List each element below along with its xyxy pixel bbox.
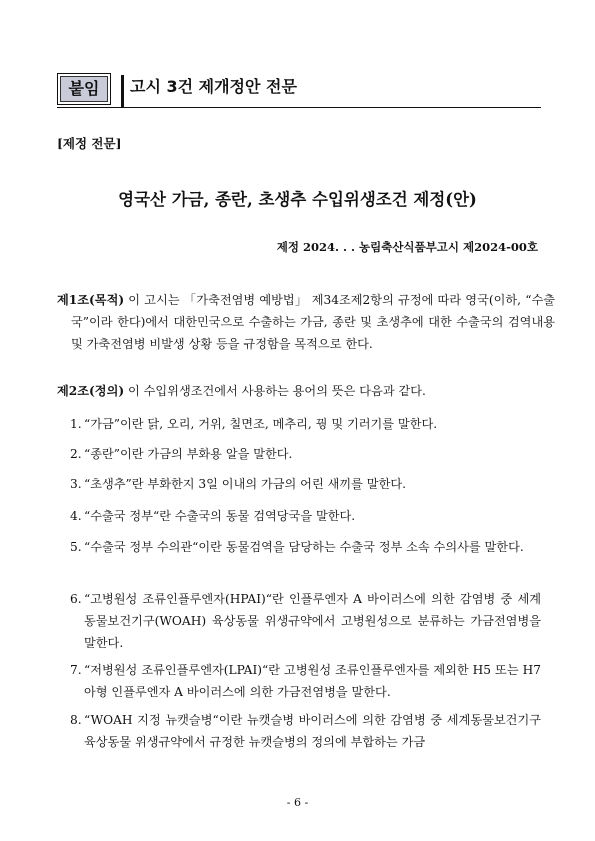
definition-text: “종란”이란 가금의 부화용 알을 말한다. (84, 447, 293, 461)
definition-text: “고병원성 조류인플루엔자(HPAI)“란 인플루엔자 A 바이러스에 의한 감염병 중 세계동물보건기구(WOAH) 육상동물 위생규약에서 고병원성으로 분류하는 가금전염병을 말한다. (84, 592, 541, 650)
definition-number: 5. (70, 540, 82, 554)
definition-number: 7. (70, 663, 82, 677)
header-divider-bar (121, 75, 124, 107)
definition-text: “WOAH 지정 뉴캣슬병“이란 뉴캣슬병 바이러스에 의한 감염병 중 세계동물보건기구 육상동물 위생규약에서 규정한 뉴캣슬병의 정의에 부합하는 가금 (84, 713, 541, 749)
header-title: 고시 3건 제개정안 전문 (130, 77, 297, 96)
annex-badge (57, 73, 111, 105)
article-2-text: 이 수입위생조건에서 사용하는 용어의 뜻은 다음과 같다. (124, 384, 426, 398)
page-number: - 6 - (286, 796, 309, 809)
definition-item (70, 505, 541, 527)
definition-number: 3. (70, 477, 82, 491)
definition-item (70, 443, 541, 465)
definition-text: “저병원성 조류인플루엔자(LPAI)“란 고병원성 조류인플루엔자를 제외한 H5 또는 H7 아형 인플루엔자 A 바이러스에 의한 가금전염병을 말한다. (84, 663, 541, 699)
article-1 (57, 289, 555, 355)
annex-header (57, 73, 541, 107)
article-2-heading: 제2조(정의) (57, 384, 125, 398)
definition-item (70, 536, 541, 558)
definition-item (70, 473, 541, 495)
definition-text: “초생추”란 부화한지 3일 이내의 가금의 어린 새끼를 말한다. (84, 477, 406, 491)
section-label: [제정 전문] (57, 136, 122, 151)
definition-text: “가금”이란 닭, 오리, 거위, 칠면조, 메추리, 꿩 및 기러기를 말한다. (84, 417, 438, 431)
definition-number: 2. (70, 447, 82, 461)
definition-number: 6. (70, 592, 82, 606)
header-underline (57, 107, 541, 108)
article-1-heading: 제1조(목적) (57, 293, 125, 307)
definition-item (70, 588, 541, 654)
definition-text: “수출국 정부 수의관“이란 동물검역을 담당하는 수출국 정부 소속 수의사를 말한다. (84, 540, 524, 554)
notice-number-line: 제정 2024. . . 농림축산식품부고시 제2024-00호 (276, 240, 538, 254)
article-1-text: 이 고시는 「가축전염병 예방법」 제34조제2항의 규정에 따라 영국(이하, “수출국”이라 한다)에서 대한민국으로 수출하는 가금, 종란 및 초생추에 대한 수출국의 검역내용 및 가축전염병 비발생 상황 등을 규정함을 목적으로 한다. (71, 293, 555, 351)
definition-number: 8. (70, 713, 82, 727)
definition-item (70, 709, 541, 753)
definition-number: 1. (70, 417, 82, 431)
document-title: 영국산 가금, 종란, 초생추 수입위생조건 제정(안) (118, 190, 477, 209)
definition-item (70, 659, 541, 703)
definition-number: 4. (70, 509, 82, 523)
annex-badge-label: 붙임 (60, 76, 108, 102)
definition-text: “수출국 정부“란 수출국의 동물 검역당국을 말한다. (84, 509, 356, 523)
article-2 (57, 380, 541, 402)
definition-item (70, 413, 541, 435)
